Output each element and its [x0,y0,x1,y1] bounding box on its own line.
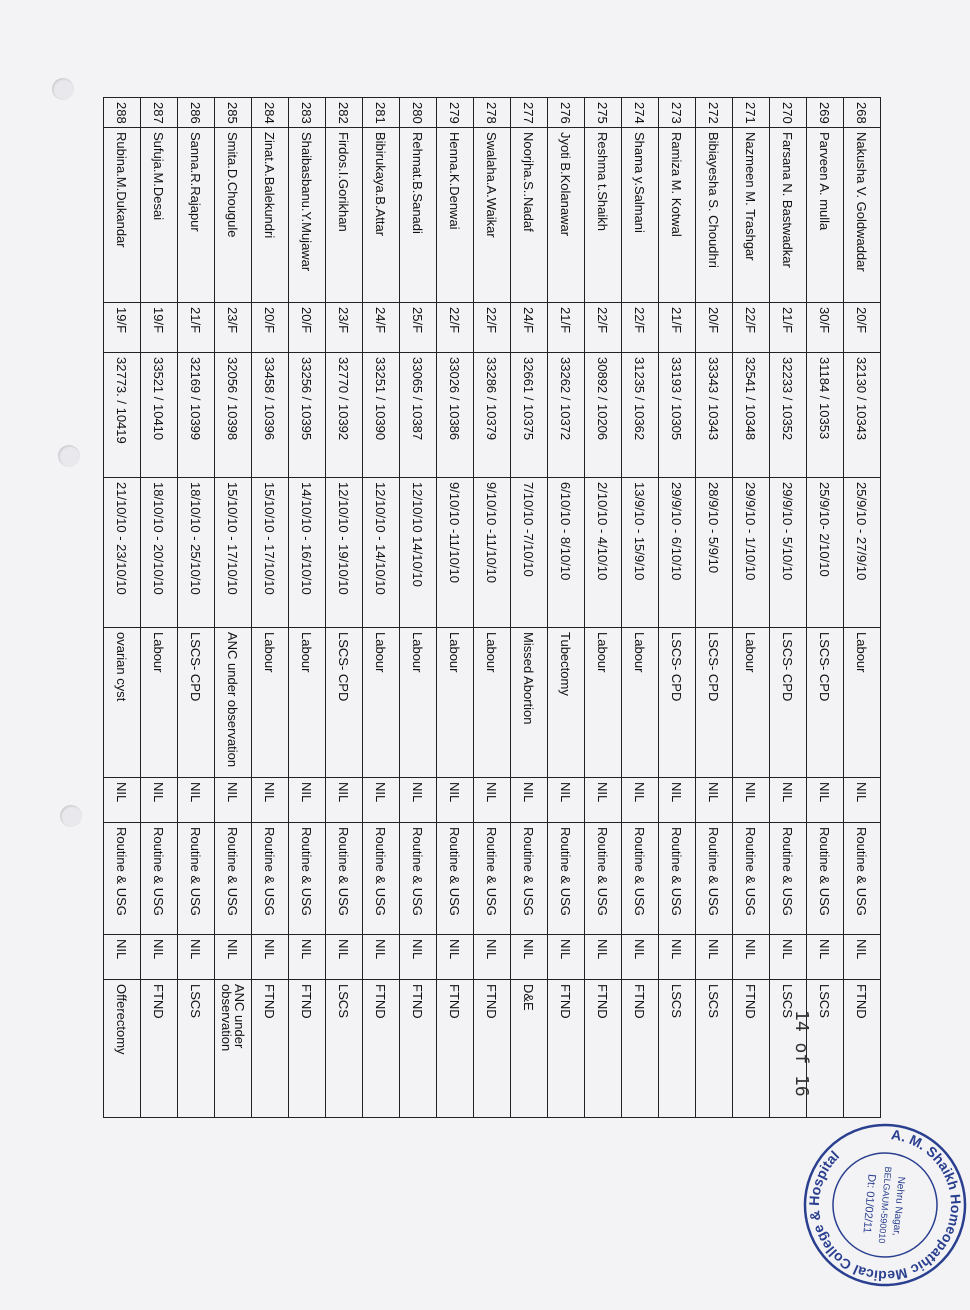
cell-other: NIL [363,935,400,980]
cell-diagnosis: LSCS- CPD [807,628,844,778]
cell-age-sex: 19/F [141,303,178,353]
cell-diagnosis: Labour [289,628,326,778]
cell-age-sex: 21/F [770,303,807,353]
cell-age-sex: 21/F [659,303,696,353]
cell-registration-no: 32773. / 10419 [104,353,141,478]
cell-diagnosis: LSCS- CPD [770,628,807,778]
cell-admission-discharge: 12/10/10 - 14/10/10 [363,478,400,628]
cell-outcome: FTND [437,980,474,1118]
cell-complications: NIL [437,778,474,823]
cell-outcome: FTND [363,980,400,1118]
cell-other: NIL [141,935,178,980]
cell-outcome: FTND [400,980,437,1118]
table-row [585,98,622,1118]
cell-admission-discharge: 13/9/10 - 15/9/10 [622,478,659,628]
cell-age-sex: 19/F [104,303,141,353]
cell-registration-no: 33193 / 10305 [659,353,696,478]
cell-investigations: Routine & USG [141,823,178,935]
cell-outcome: FTND [844,980,881,1118]
cell-outcome: LSCS [696,980,733,1118]
table-row [363,98,400,1118]
cell-admission-discharge: 25/9/10- 2/10/10 [807,478,844,628]
cell-patient-name: Nakusha V. Goldwaddar [844,128,881,303]
cell-admission-discharge: 25/9/10 - 27/9/10 [844,478,881,628]
cell-patient-name: Henna.K.Denwai [437,128,474,303]
cell-patient-name: Reshma t.Shaikh [585,128,622,303]
cell-admission-discharge: 9/10/10 -11/10/10 [437,478,474,628]
cell-age-sex: 20/F [844,303,881,353]
cell-patient-name: Sanna.R.Rajapur [178,128,215,303]
cell-investigations: Routine & USG [548,823,585,935]
cell-serial: 285 [215,98,252,128]
table-row [437,98,474,1118]
cell-complications: NIL [252,778,289,823]
cell-admission-discharge: 29/9/10 - 5/10/10 [770,478,807,628]
cell-age-sex: 24/F [511,303,548,353]
cell-diagnosis: Missed Abortion [511,628,548,778]
cell-age-sex: 20/F [696,303,733,353]
cell-age-sex: 23/F [215,303,252,353]
table-row [252,98,289,1118]
cell-investigations: Routine & USG [326,823,363,935]
cell-outcome: LSCS [659,980,696,1118]
cell-serial: 277 [511,98,548,128]
cell-serial: 274 [622,98,659,128]
punch-hole-lower [60,805,82,827]
cell-diagnosis: ovarian cyst [104,628,141,778]
cell-age-sex: 22/F [733,303,770,353]
cell-age-sex: 20/F [252,303,289,353]
cell-serial: 280 [400,98,437,128]
cell-diagnosis: Labour [844,628,881,778]
table-row [474,98,511,1118]
cell-outcome: D&E [511,980,548,1118]
cell-diagnosis: LSCS- CPD [178,628,215,778]
cell-registration-no: 30892 / 10206 [585,353,622,478]
cell-diagnosis: Labour [474,628,511,778]
cell-complications: NIL [326,778,363,823]
cell-admission-discharge: 15/10/10 - 17/10/10 [252,478,289,628]
cell-diagnosis: LSCS- CPD [326,628,363,778]
cell-diagnosis: Labour [437,628,474,778]
cell-registration-no: 33262 / 10372 [548,353,585,478]
cell-investigations: Routine & USG [474,823,511,935]
cell-other: NIL [289,935,326,980]
cell-other: NIL [807,935,844,980]
cell-outcome: LSCS [807,980,844,1118]
cell-other: NIL [733,935,770,980]
cell-outcome: FTND [585,980,622,1118]
cell-admission-discharge: 12/10/10 14/10/10 [400,478,437,628]
table-row [289,98,326,1118]
cell-other: NIL [622,935,659,980]
cell-diagnosis: Labour [252,628,289,778]
cell-serial: 271 [733,98,770,128]
cell-outcome: FTND [141,980,178,1118]
punch-hole-top [52,78,74,100]
cell-patient-name: Firdos.I.Gorikhan [326,128,363,303]
cell-registration-no: 33458 / 10396 [252,353,289,478]
cell-investigations: Routine & USG [770,823,807,935]
cell-investigations: Routine & USG [178,823,215,935]
cell-diagnosis: Labour [363,628,400,778]
cell-registration-no: 33343 / 10343 [696,353,733,478]
cell-complications: NIL [733,778,770,823]
cell-other: NIL [252,935,289,980]
cell-patient-name: Shama y.Salmani [622,128,659,303]
cell-patient-name: Bibiayesha S. Choudhri [696,128,733,303]
cell-other: NIL [696,935,733,980]
cell-age-sex: 25/F [400,303,437,353]
cell-complications: NIL [474,778,511,823]
cell-admission-discharge: 29/9/10 - 6/10/10 [659,478,696,628]
cell-complications: NIL [548,778,585,823]
cell-patient-name: Jyoti B.Kolanawar [548,128,585,303]
cell-serial: 268 [844,98,881,128]
cell-other: NIL [548,935,585,980]
cell-investigations: Routine & USG [585,823,622,935]
cell-outcome: FTND [289,980,326,1118]
cell-registration-no: 32056 / 10398 [215,353,252,478]
cell-patient-name: Smita.D.Chougule [215,128,252,303]
cell-patient-name: Farsana N. Bastwadkar [770,128,807,303]
cell-investigations: Routine & USG [511,823,548,935]
cell-patient-name: Noorjha.S..Nadaf [511,128,548,303]
cell-complications: NIL [622,778,659,823]
table-row [326,98,363,1118]
cell-admission-discharge: 28/9/10 - 5/9/10 [696,478,733,628]
cell-serial: 273 [659,98,696,128]
cell-other: NIL [437,935,474,980]
cell-registration-no: 31235 / 10362 [622,353,659,478]
cell-complications: NIL [844,778,881,823]
cell-admission-discharge: 9/10/10 -11/10/10 [474,478,511,628]
hospital-seal-stamp [800,1120,970,1290]
cell-serial: 281 [363,98,400,128]
cell-outcome: LSCS [178,980,215,1118]
cell-investigations: Routine & USG [289,823,326,935]
cell-diagnosis: ANC under observation [215,628,252,778]
cell-other: NIL [585,935,622,980]
cell-complications: NIL [289,778,326,823]
stamp-line2: BELGAUM-590010 [876,1166,894,1244]
cell-registration-no: 33521 / 10410 [141,353,178,478]
cell-investigations: Routine & USG [363,823,400,935]
cell-registration-no: 32661 / 10375 [511,353,548,478]
cell-patient-name: Rehmat.B.Sanadi [400,128,437,303]
table-row [511,98,548,1118]
cell-diagnosis: LSCS- CPD [659,628,696,778]
cell-serial: 282 [326,98,363,128]
table-row [659,98,696,1118]
cell-admission-discharge: 14/10/10 - 16/10/10 [289,478,326,628]
page-number: 14 of 16 [791,1010,812,1097]
cell-complications: NIL [363,778,400,823]
cell-outcome: FTND [252,980,289,1118]
cell-complications: NIL [400,778,437,823]
cell-complications: NIL [215,778,252,823]
cell-registration-no: 31184 / 10353 [807,353,844,478]
table-row [844,98,881,1118]
cell-outcome: LSCS [326,980,363,1118]
cell-investigations: Routine & USG [437,823,474,935]
cell-registration-no: 32169 / 10399 [178,353,215,478]
cell-investigations: Routine & USG [622,823,659,935]
cell-complications: NIL [141,778,178,823]
cell-registration-no: 33256 / 10395 [289,353,326,478]
cell-serial: 270 [770,98,807,128]
cell-serial: 286 [178,98,215,128]
cell-complications: NIL [585,778,622,823]
table-row [104,98,141,1118]
cell-outcome: FTND [474,980,511,1118]
table-row [400,98,437,1118]
cell-patient-name: Ramiza M. Kotwal [659,128,696,303]
cell-age-sex: 20/F [289,303,326,353]
cell-other: NIL [326,935,363,980]
cell-outcome: FTND [548,980,585,1118]
cell-diagnosis: Labour [733,628,770,778]
cell-other: NIL [770,935,807,980]
table-row [696,98,733,1118]
table-row [178,98,215,1118]
cell-serial: 272 [696,98,733,128]
cell-diagnosis: LSCS- CPD [696,628,733,778]
cell-registration-no: 32233 / 10352 [770,353,807,478]
cell-registration-no: 32130 / 10343 [844,353,881,478]
cell-admission-discharge: 18/10/10 - 20/10/10 [141,478,178,628]
table-row [215,98,252,1118]
cell-diagnosis: Tubectomy [548,628,585,778]
cell-other: NIL [104,935,141,980]
cell-diagnosis: Labour [585,628,622,778]
cell-age-sex: 22/F [622,303,659,353]
cell-diagnosis: Labour [141,628,178,778]
cell-serial: 279 [437,98,474,128]
cell-serial: 276 [548,98,585,128]
stamp-ring-text: A. M. Shaikh Homeopathic Medical College & Hospital [805,1126,965,1285]
cell-complications: NIL [807,778,844,823]
cell-age-sex: 21/F [548,303,585,353]
cell-serial: 278 [474,98,511,128]
cell-admission-discharge: 21/10/10 - 23/10/10 [104,478,141,628]
cell-admission-discharge: 29/9/10 - 1/10/10 [733,478,770,628]
cell-serial: 283 [289,98,326,128]
cell-age-sex: 22/F [474,303,511,353]
cell-investigations: Routine & USG [733,823,770,935]
cell-diagnosis: Labour [622,628,659,778]
cell-complications: NIL [770,778,807,823]
table-row [770,98,807,1118]
cell-patient-name: Zinat.A.Balekundri [252,128,289,303]
cell-complications: NIL [178,778,215,823]
cell-admission-discharge: 2/10/10 - 4/10/10 [585,478,622,628]
cell-outcome: Offerectomy [104,980,141,1118]
cell-admission-discharge: 15/10/10 - 17/10/10 [215,478,252,628]
cell-registration-no: 33251 / 10390 [363,353,400,478]
cell-registration-no: 32541 / 10348 [733,353,770,478]
cell-patient-name: Parveen A. mulla [807,128,844,303]
cell-investigations: Routine & USG [400,823,437,935]
cell-other: NIL [659,935,696,980]
cell-investigations: Routine & USG [215,823,252,935]
records-body [104,98,881,1118]
cell-registration-no: 33065 / 10387 [400,353,437,478]
cell-diagnosis: Labour [400,628,437,778]
cell-investigations: Routine & USG [696,823,733,935]
cell-patient-name: Swalaha.A.Waikar [474,128,511,303]
cell-other: NIL [511,935,548,980]
cell-complications: NIL [659,778,696,823]
cell-admission-discharge: 12/10/10 - 19/10/10 [326,478,363,628]
cell-outcome: FTND [622,980,659,1118]
cell-patient-name: Rubina.M.Dukandar [104,128,141,303]
cell-admission-discharge: 6/10/10 - 8/10/10 [548,478,585,628]
cell-outcome: LSCS [770,980,807,1118]
cell-serial: 288 [104,98,141,128]
cell-complications: NIL [104,778,141,823]
cell-other: NIL [215,935,252,980]
cell-registration-no: 32770 / 10392 [326,353,363,478]
cell-admission-discharge: 18/10/10 - 25/10/10 [178,478,215,628]
cell-other: NIL [178,935,215,980]
cell-admission-discharge: 7/10/10 -7/10/10 [511,478,548,628]
cell-age-sex: 24/F [363,303,400,353]
table-row [141,98,178,1118]
cell-other: NIL [474,935,511,980]
cell-patient-name: Nazmeen M. Trashgar [733,128,770,303]
cell-age-sex: 23/F [326,303,363,353]
cell-age-sex: 22/F [585,303,622,353]
patient-records-table [103,97,881,1118]
cell-age-sex: 21/F [178,303,215,353]
cell-patient-name: Sufuja.M.Desai [141,128,178,303]
cell-outcome: ANC under observation [215,980,252,1118]
cell-investigations: Routine & USG [807,823,844,935]
stamp-line1: Nehru Nagar, [890,1176,907,1237]
patient-records-table-wrapper [114,97,881,1117]
cell-investigations: Routine & USG [252,823,289,935]
cell-serial: 269 [807,98,844,128]
cell-age-sex: 22/F [437,303,474,353]
cell-registration-no: 33026 / 10386 [437,353,474,478]
cell-patient-name: Bibirukaya.B.Attar [363,128,400,303]
cell-registration-no: 33286 / 10379 [474,353,511,478]
cell-other: NIL [400,935,437,980]
cell-complications: NIL [696,778,733,823]
cell-serial: 284 [252,98,289,128]
cell-outcome: FTND [733,980,770,1118]
cell-other: NIL [844,935,881,980]
table-row [733,98,770,1118]
table-row [622,98,659,1118]
punch-hole-middle [58,445,80,467]
cell-serial: 287 [141,98,178,128]
cell-investigations: Routine & USG [844,823,881,935]
cell-investigations: Routine & USG [659,823,696,935]
cell-complications: NIL [511,778,548,823]
table-row [807,98,844,1118]
cell-serial: 275 [585,98,622,128]
cell-patient-name: Shaibasbanu.Y.Mujawar [289,128,326,303]
cell-investigations: Routine & USG [104,823,141,935]
stamp-date: Dt: 01/02/11 [860,1173,878,1234]
table-row [548,98,585,1118]
cell-age-sex: 30/F [807,303,844,353]
